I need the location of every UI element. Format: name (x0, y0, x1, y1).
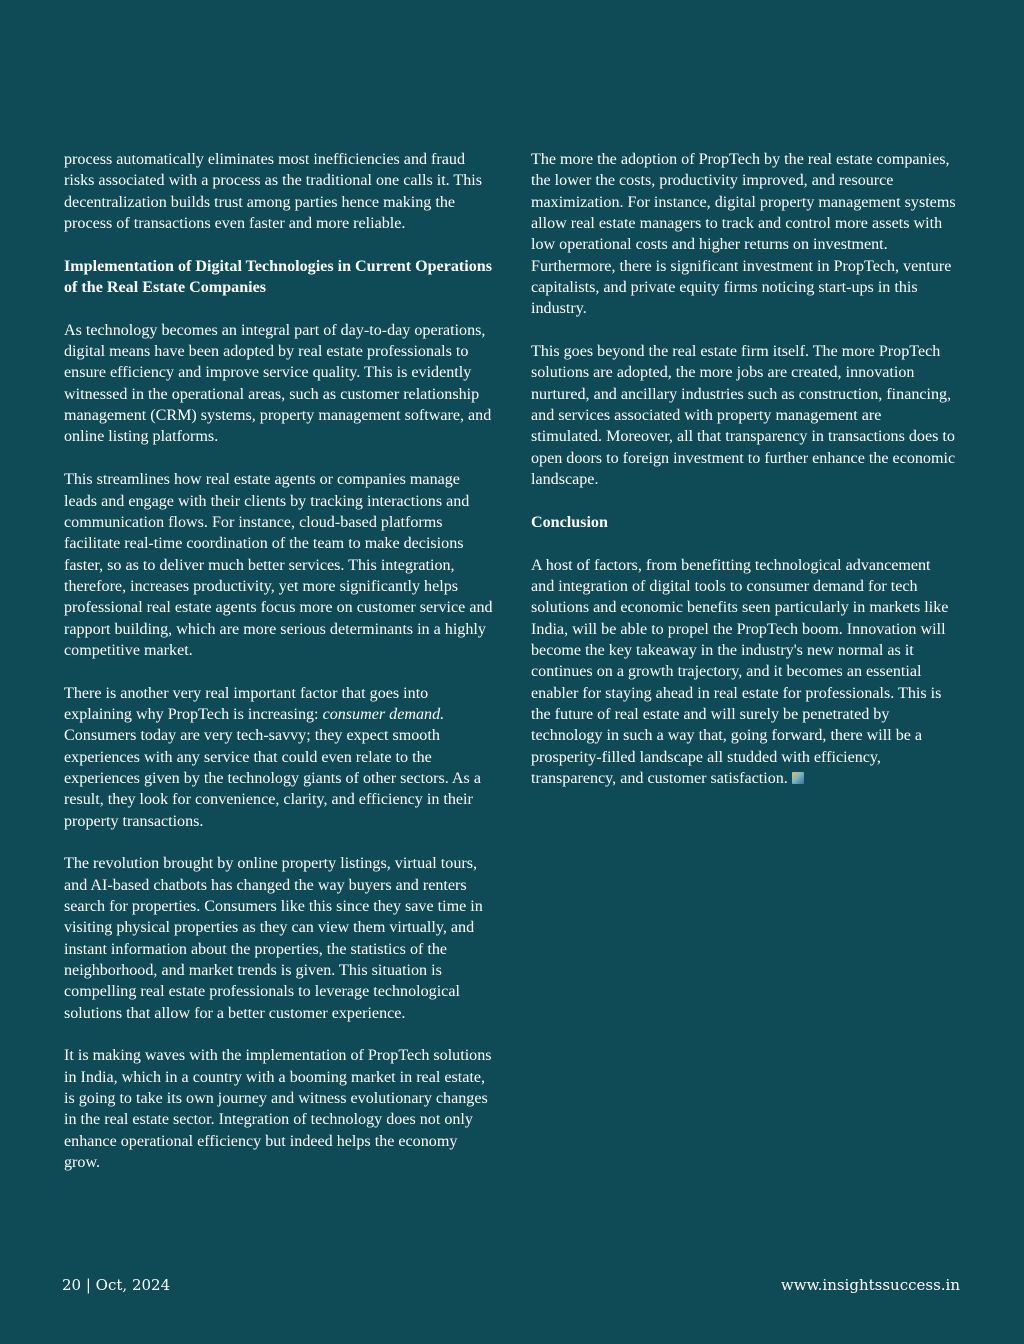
page-number: 20 | Oct, 2024 (62, 1276, 171, 1294)
section-heading: Implementation of Digital Technologies in Current Operations of the Real Estate Companies (64, 257, 492, 297)
body-paragraph: It is making waves with the implementation of PropTech solutions in India, which in a country with a booming market in real estate, is going to take its own journey and witness evolutionary changes in the real estate sector. Integration of technology does not only enhance operational efficiency but indeed helps the economy grow. (64, 1047, 492, 1172)
paragraph-text: A host of factors, from benefitting technological advancement and integration of digital tools to consumer demand for tech solutions and economic benefits seen particularly in markets like India, will be able to propel the PropTech boom. Innovation will become the key takeaway in the industry's new normal as it continues on a growth trajectory, and it becomes an essential enabler for staying ahead in real estate for professionals. This is the future of real estate and will surely be penetrated by technology in such a way that, going forward, there will be a prosperity-filled landscape all studded with efficiency, transparency, and customer satisfaction. (531, 556, 949, 787)
conclusion-heading: Conclusion (531, 513, 608, 531)
emphasized-text: consumer demand. (322, 705, 445, 723)
body-paragraph: This goes beyond the real estate firm itself. The more PropTech solutions are adopted, the more jobs are created, innovation nurtured, and ancillary industries such as construction, financing, and services associated with property management are stimulated. Moreover, all that transparency in transactions does to open doors to foreign investment to further enhance the economic landscape. (531, 343, 956, 489)
body-paragraph (64, 683, 496, 832)
body-paragraph: The revolution brought by online property listings, virtual tours, and AI-based chatbots has changed the way buyers and renters search for properties. Consumers like this since they save time in visiting physical properties as they can view them virtually, and instant information about the properties, the statistics of the neighborhood, and market trends is given. This situation is compelling real estate professionals to leverage technological solutions that allow for a better customer experience. (64, 855, 483, 1022)
paragraph-text: There is another very real important factor that goes into explaining why PropTech is increasing: (64, 684, 429, 723)
left-column (64, 149, 496, 1195)
website-link[interactable]: www.insightssuccess.in (780, 1276, 960, 1294)
end-of-article-icon (792, 772, 804, 784)
right-column (531, 149, 956, 811)
paragraph-text: Consumers today are very tech-savvy; they expect smooth experiences with any service that could even relate to the experiences given by the technology giants of other sectors. As a result, they look for convenience, clarity, and efficiency in their property transactions. (64, 727, 481, 830)
body-paragraph: This streamlines how real estate agents or companies manage leads and engage with their clients by tracking interactions and communication flows. For instance, cloud-based platforms facilitate real-time coordination of the team to make decisions faster, so as to deliver much better services. This integration, therefore, increases productivity, yet more significantly helps professional real estate agents focus more on customer service and rapport building, which are more serious determinants in a highly competitive market. (64, 471, 493, 659)
body-paragraph: process automatically eliminates most inefficiencies and fraud risks associated with a process as the traditional one calls it. This decentralization builds trust among parties hence making the process of transactions even faster and more reliable. (64, 151, 483, 233)
body-paragraph: As technology becomes an integral part of day-to-day operations, digital means have been adopted by real estate professionals to ensure efficiency and improve service quality. This is evidently witnessed in the operational areas, such as customer relationship management (CRM) systems, property management software, and online listing platforms. (64, 321, 492, 446)
conclusion-paragraph (531, 555, 956, 790)
body-paragraph: The more the adoption of PropTech by the real estate companies, the lower the costs, productivity improved, and resource maximization. For instance, digital property management systems allow real estate managers to track and control more assets with low operational costs and higher returns on investment. Furthermore, there is significant investment in PropTech, venture capitalists, and private equity firms noticing start-ups in this industry. (531, 151, 956, 318)
